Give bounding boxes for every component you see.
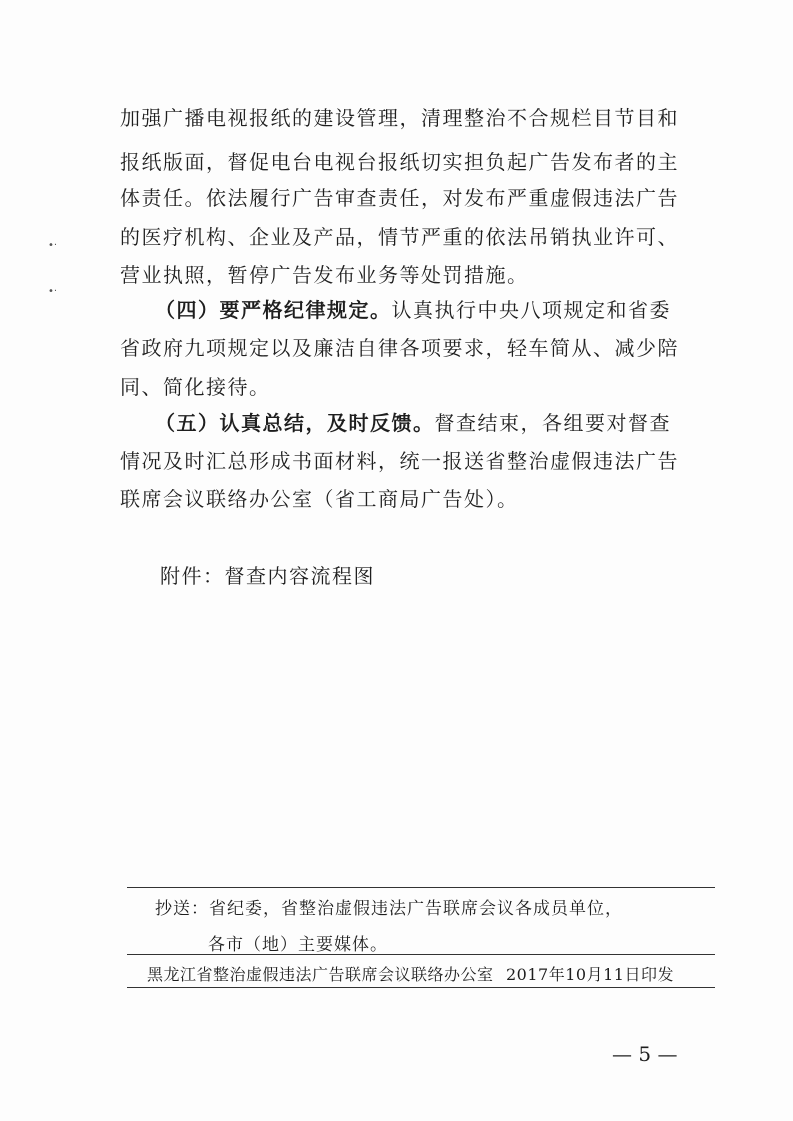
attachment-line: 附件：督查内容流程图 [160,564,375,588]
body-line: 省政府九项规定以及廉洁自律各项要求，轻车简从、减少陪 [120,336,679,360]
body-line: 营业执照，暂停广告发布业务等处罚措施。 [120,263,529,287]
binding-mark: •‧ [48,240,58,251]
section-4-text: 认真执行中央八项规定和省委 [391,298,671,322]
body-line: 联席会议联络办公室（省工商局广告处）。 [120,487,519,511]
body-line: 的医疗机构、企业及产品，情节严重的依法吊销执业许可、 [120,225,679,249]
footer-rule-middle [127,954,715,955]
section-5-first-line [155,407,671,436]
body-line: 情况及时汇总形成书面材料，统一报送省整治虚假违法广告 [120,449,679,473]
section-5-heading: （五）认真总结，及时反馈。 [155,411,435,435]
binding-mark: •‧ [48,286,58,297]
page-number: — 5 — [612,1042,678,1066]
cc-line-2: 各市（地）主要媒体。 [208,935,388,955]
cc-line-1: 抄送：省纪委，省整治虚假违法广告联席会议各成员单位， [155,899,623,919]
section-4-heading: （四）要严格纪律规定。 [155,298,392,322]
issue-date: 2017年10月11日印发 [506,965,674,984]
section-5-text: 督查结束，各组要对督查 [434,411,671,435]
section-4-first-line [155,294,671,323]
body-line: 体责任。依法履行广告审查责任，对发布严重虚假违法广告 [120,186,679,210]
body-line: 同、简化接待。 [120,375,271,399]
footer-rule-bottom [127,987,715,988]
body-line: 报纸版面，督促电台电视台报纸切实担负起广告发布者的主 [120,150,679,174]
body-line: 加强广播电视报纸的建设管理，清理整治不合规栏目节目和 [120,106,679,130]
footer-rule-top [127,887,715,888]
issuer: 黑龙江省整治虚假违法广告联席会议联络办公室 [147,965,494,984]
